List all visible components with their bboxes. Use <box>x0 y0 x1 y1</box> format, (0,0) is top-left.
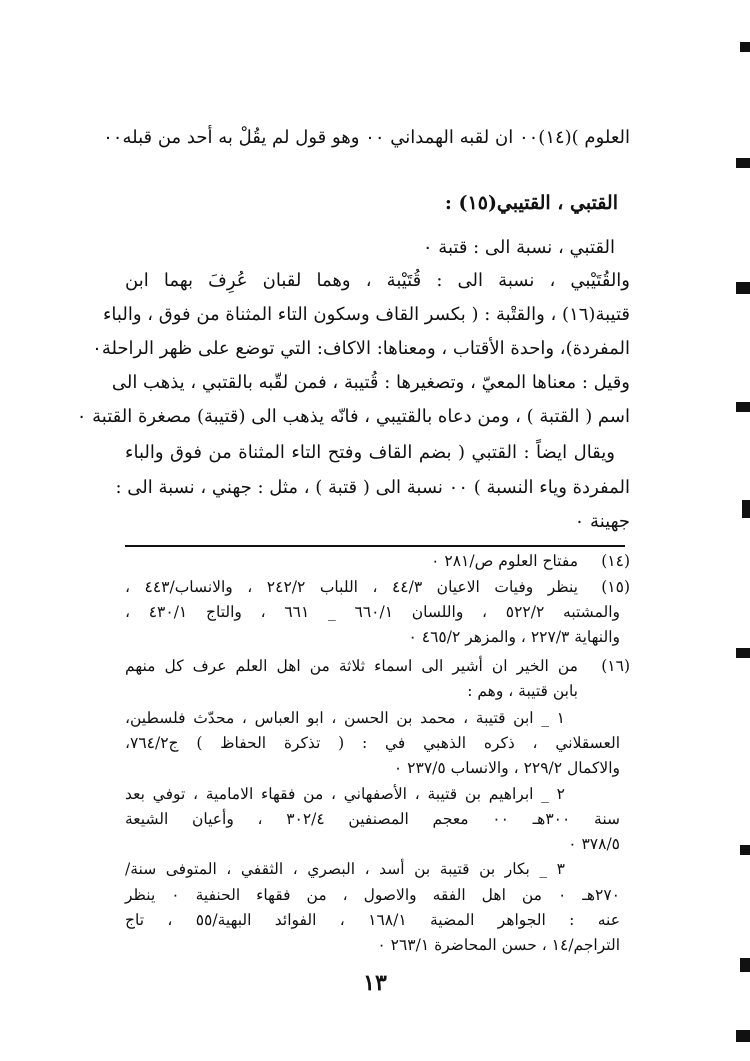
footnote-separator <box>125 545 625 547</box>
footnote-line: من الخير ان أشير الى اسماء ثلاثة من اهل العلم عرف كل منهم <box>125 657 578 675</box>
footnote-number: (١٤) <box>601 552 630 570</box>
footnote-line: التراجم/١٤ ، حسن المحاضرة ٢٦٣/١ ٠ <box>377 936 620 954</box>
body-line: المفردة وياء النسبة ) ٠٠ نسبة الى ( قتبة ) ، مثل : جهني ، نسبة الى : <box>115 477 630 498</box>
footnote-line: ٢٧٠هـ ٠ من اهل الفقه والاصول ، من فقهاء الحنفية ٠ ينظر <box>125 886 621 904</box>
body-line: وقيل : معناها المعيّ ، وتصغيرها : قُتيبة ، فمن لقّبه بالقتبي ، يذهب الى <box>111 372 630 393</box>
scan-edge-mark <box>736 158 750 168</box>
section-heading: القتبي ، القتيبي(١٥) : <box>444 192 618 214</box>
paragraph-top-line: العلوم )(١٤)٠٠ ان لقبه الهمداني ٠٠ وهو قول لم يقُلْ به أحد من قبله٠٠ <box>103 127 630 148</box>
footnote-line: ينظر وفيات الاعيان ٤٤/٣ ، اللباب ٢٤٢/٢ ، والانساب/٤٤٣ ، <box>125 578 578 596</box>
scan-edge-mark <box>736 648 750 658</box>
footnote-number: (١٥) <box>601 578 630 596</box>
footnote-line: ٣ _ بكار بن قتيبة بن أسد ، البصري ، الثقفي ، المتوفى سنة/ <box>125 860 565 878</box>
scan-edge-mark <box>740 958 750 972</box>
footnote-number: (١٦) <box>601 657 630 675</box>
footnote-line: والاكمال ٢٢٩/٢ ، والانساب ٢٣٧/٥ ٠ <box>393 759 620 777</box>
footnote-line: مفتاح العلوم ص/٢٨١ ٠ <box>431 552 578 570</box>
footnote-line: ٢ _ ابراهيم بن قتيبة ، الأصفهاني ، من فقهاء الامامية ، توفي بعد <box>125 785 565 803</box>
body-line: المفردة)، واحدة الأقتاب ، ومعناها: الاكاف: التي توضع على ظهر الراحلة٠ <box>92 338 630 359</box>
body-line: جهينة ٠ <box>574 511 630 532</box>
scan-edge-mark <box>736 282 750 294</box>
body-line: قتيبة(١٦) ، والقتْبة : ( بكسر القاف وسكون التاء المثناة من فوق ، والباء <box>102 304 630 325</box>
body-line: ويقال ايضاً : القتبي ( بضم القاف وفتح التاء المثناة من فوق والباء <box>125 442 615 463</box>
footnote-line: ٣٧٨/٥ ٠ <box>568 835 620 853</box>
scan-edge-mark <box>736 1030 750 1042</box>
scan-edge-mark <box>740 42 750 52</box>
body-line: القتبي ، نسبة الى : قتبة ٠ <box>422 237 615 258</box>
scan-edge-mark <box>742 500 750 518</box>
footnote-line: والنهاية ٢٢٧/٣ ، والمزهر ٤٦٥/٢ ٠ <box>408 628 620 646</box>
scan-edge-mark <box>736 402 750 412</box>
footnote-line: ١ _ ابن قتيبة ، محمد بن الحسن ، ابو العباس ، محدّث فلسطين، <box>125 709 565 727</box>
footnote-line: سنة ٣٠٠هـ ٠٠ معجم المصنفين ٣٠٢/٤ ، وأعيان الشيعة <box>125 810 620 828</box>
page-number: ١٣ <box>363 970 387 996</box>
footnote-line: العسقلاني ، ذكره الذهبي في : ( تذكرة الحفاظ ) ج٧٦٤/٢، <box>125 734 620 752</box>
body-line: اسم ( القتبة ) ، ومن دعاه بالقتيبي ، فانّه يذهب الى (قتيبة) مصغرة القتبة ٠ <box>76 406 630 427</box>
body-line: والقُتَيْبي ، نسبة الى : قُتَيْبة ، وهما لقبان عُرِفَ بهما ابن <box>125 270 630 291</box>
footnote-line: بابن قتيبة ، وهم : <box>467 682 578 700</box>
scan-edge-mark <box>740 845 750 855</box>
footnote-line: والمشتبه ٥٢٢/٢ ، واللسان ٦٦٠/١ _ ٦٦١ ، والتاج ٤٣٠/١ ، <box>125 603 620 621</box>
footnote-line: عنه : الجواهر المضية ١٦٨/١ ، الفوائد البهية/٥٥ ، تاج <box>125 911 620 929</box>
